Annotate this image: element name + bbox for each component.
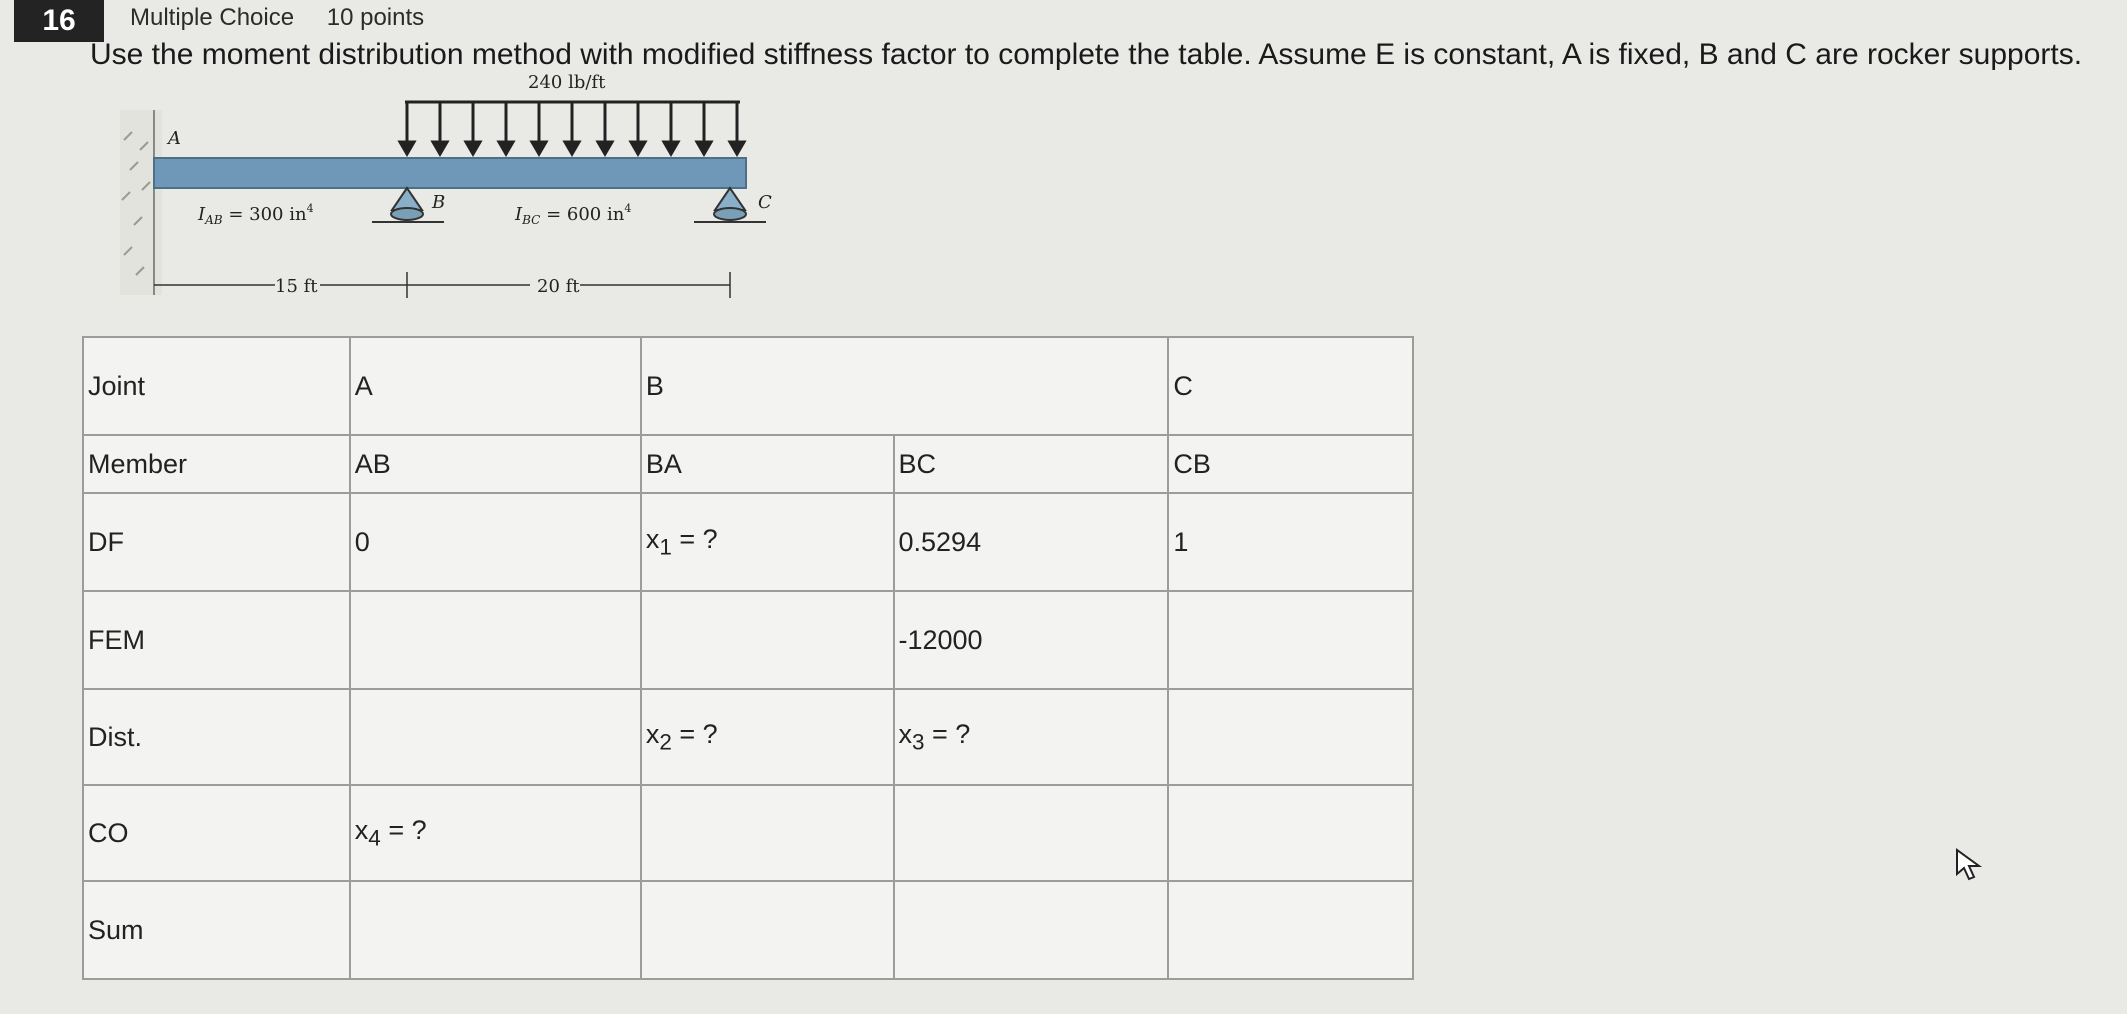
table-row (83, 493, 1413, 591)
question-meta (130, 4, 450, 32)
table-row (83, 337, 1413, 435)
joint-header: Joint (83, 337, 350, 435)
co-header: CO (83, 785, 350, 881)
load-label: 240 lb/ft (528, 72, 606, 93)
sum-ab (350, 881, 641, 979)
fem-cb (1168, 591, 1413, 689)
sum-ba (641, 881, 894, 979)
co-ba (641, 785, 894, 881)
fem-ba (641, 591, 894, 689)
table-row (83, 435, 1413, 493)
df-ab: 0 (350, 493, 641, 591)
label-c: C (758, 192, 772, 213)
distributed-load (400, 72, 744, 154)
member-header: Member (83, 435, 350, 493)
fem-bc: -12000 (894, 591, 1169, 689)
joint-a: A (350, 337, 641, 435)
dimension-lines (154, 272, 730, 298)
dist-header: Dist. (83, 689, 350, 785)
table-row (83, 591, 1413, 689)
mouse-pointer-icon (1954, 848, 1984, 882)
moment-distribution-table (82, 336, 1414, 980)
beam-diagram (110, 60, 800, 310)
dist-ba: $x_2$ = ? (641, 689, 894, 785)
table-row (83, 881, 1413, 979)
joint-c: C (1168, 337, 1413, 435)
table-row (83, 785, 1413, 881)
dist-ab (350, 689, 641, 785)
fem-ab (350, 591, 641, 689)
df-ba: $x_1$ = ? (641, 493, 894, 591)
label-b: B (432, 192, 446, 213)
question-prompt: Use the moment distribution method with modified stiffness factor to complete the table. Assume E is constant, A is fixed, B and C are rocker supports. (90, 38, 2083, 71)
df-cb: 1 (1168, 493, 1413, 591)
fem-header: FEM (83, 591, 350, 689)
sum-bc (894, 881, 1169, 979)
question-number: 16 (14, 0, 104, 42)
sum-header: Sum (83, 881, 350, 979)
rocker-support-c (694, 188, 766, 222)
co-ab: $x_4$ = ? (350, 785, 641, 881)
df-bc: 0.5294 (894, 493, 1169, 591)
member-bc: BC (894, 435, 1169, 493)
member-ab: AB (350, 435, 641, 493)
question-points: 10 points (326, 4, 425, 31)
dist-cb (1168, 689, 1413, 785)
inertia-ab-label: $I_{AB} = 300$ $in^4$ (198, 202, 314, 227)
co-cb (1168, 785, 1413, 881)
span-bc: 20 ft (537, 276, 580, 297)
beam (154, 158, 746, 188)
member-ba: BA (641, 435, 894, 493)
dist-bc: $x_3$ = ? (894, 689, 1169, 785)
co-bc (894, 785, 1169, 881)
span-ab: 15 ft (275, 276, 318, 297)
question-type: Multiple Choice (130, 4, 295, 31)
inertia-bc-label: $I_{BC} = 600$ $in^4$ (515, 202, 632, 227)
member-cb: CB (1168, 435, 1413, 493)
label-a: A (168, 128, 181, 149)
df-header: DF (83, 493, 350, 591)
fixed-support-a (120, 110, 162, 295)
sum-cb (1168, 881, 1413, 979)
joint-b: B (641, 337, 1169, 435)
table-row (83, 689, 1413, 785)
